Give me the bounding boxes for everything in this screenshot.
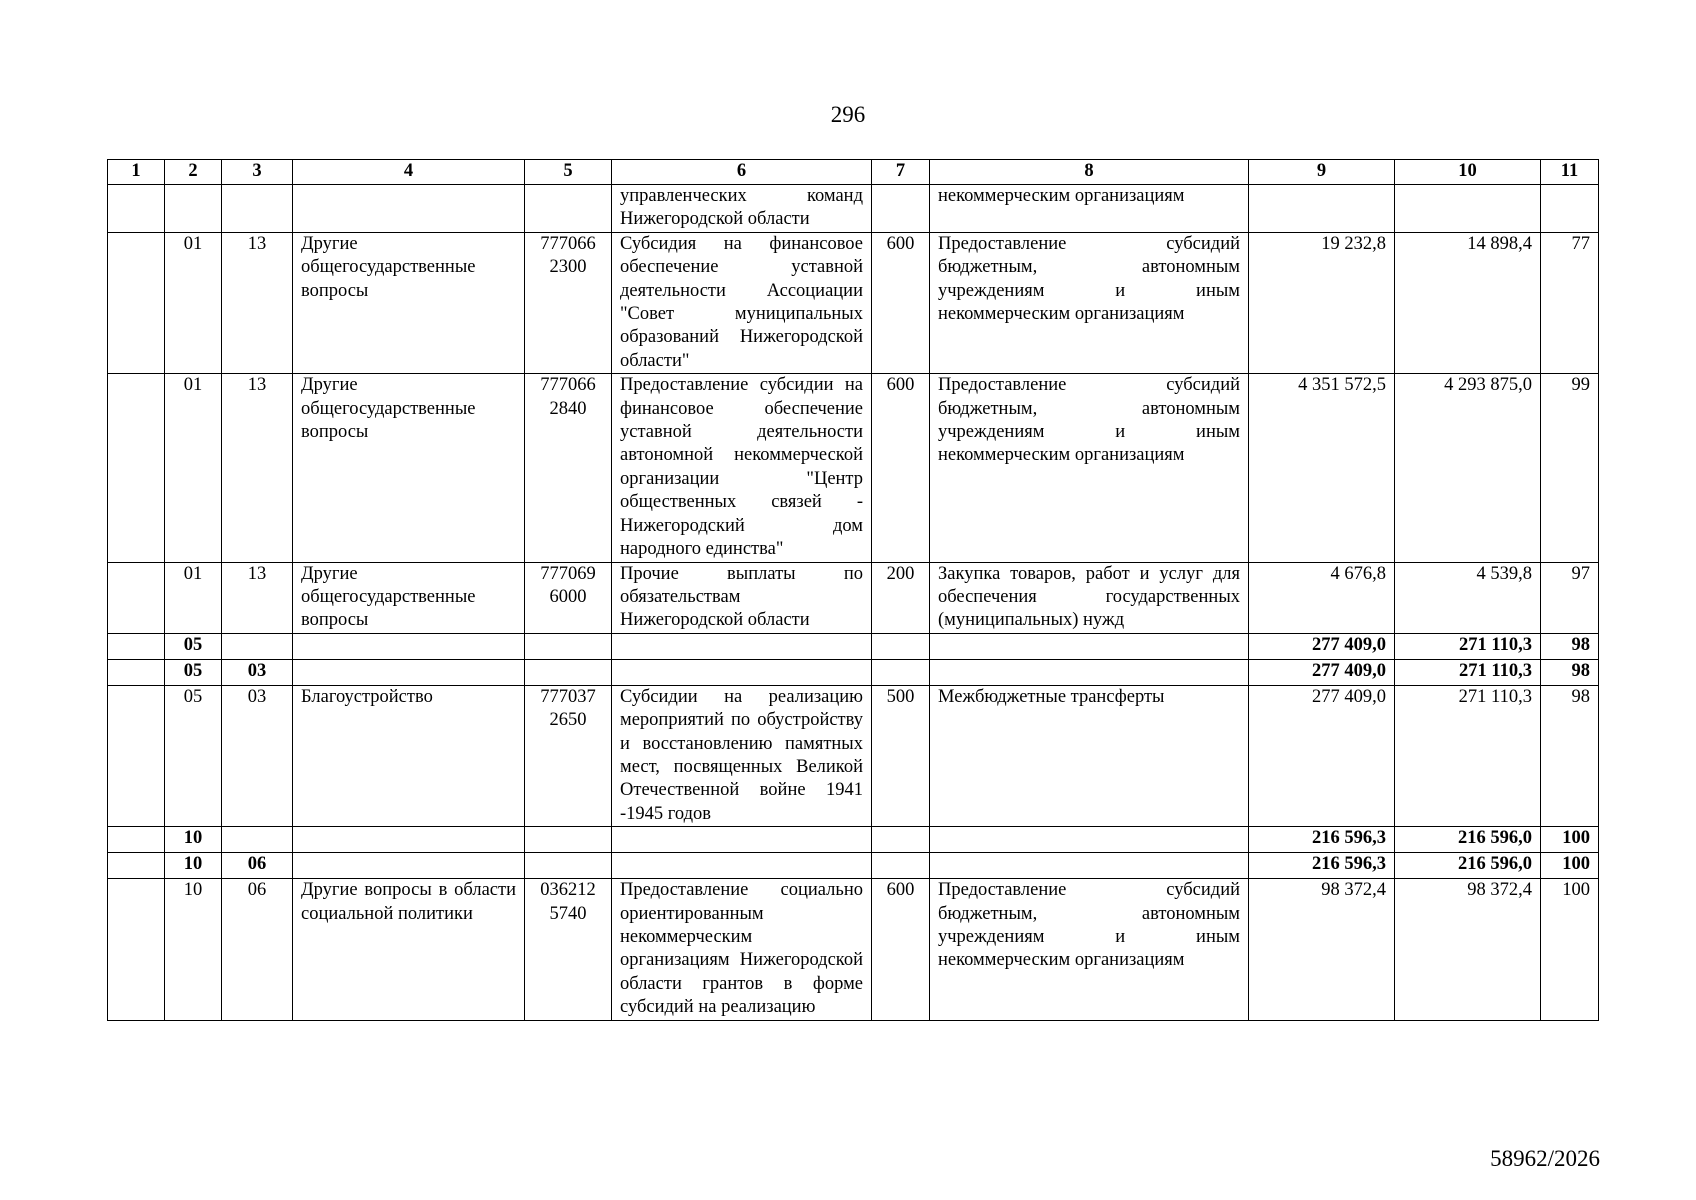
section-name: Другие общегосударственные вопросы xyxy=(293,374,525,562)
subsection-code: 03 xyxy=(222,659,293,685)
expense-type-code xyxy=(872,853,930,879)
section-code: 05 xyxy=(165,685,222,826)
expense-description xyxy=(612,827,872,853)
target-article-code xyxy=(525,185,612,233)
subtotal-row xyxy=(108,633,1599,659)
expense-description xyxy=(612,633,872,659)
expense-description xyxy=(612,659,872,685)
table-row xyxy=(108,879,1599,1020)
actual-amount: 14 898,4 xyxy=(1395,232,1541,373)
subsection-code xyxy=(222,827,293,853)
section-name: Другие общегосударственные вопросы xyxy=(293,232,525,373)
expense-description: Субсидия на финансовое обеспечение уставной деятельности Ассоциации "Совет муниципальных образований Нижегородской области" xyxy=(612,232,872,373)
col1-cell xyxy=(108,633,165,659)
section-code: 01 xyxy=(165,562,222,633)
expense-description: управленческих команд Нижегородской области xyxy=(612,185,872,233)
col1-cell xyxy=(108,374,165,562)
subsection-code: 06 xyxy=(222,879,293,1020)
col1-cell xyxy=(108,659,165,685)
col1-cell xyxy=(108,827,165,853)
subsection-code: 06 xyxy=(222,853,293,879)
expense-type-code: 600 xyxy=(872,374,930,562)
col1-cell xyxy=(108,853,165,879)
column-header-4: 4 xyxy=(293,160,525,185)
target-article-code: 777066 2840 xyxy=(525,374,612,562)
actual-amount: 4 293 875,0 xyxy=(1395,374,1541,562)
target-article-code: 777066 2300 xyxy=(525,232,612,373)
percent-executed: 98 xyxy=(1541,659,1599,685)
col1-cell xyxy=(108,562,165,633)
page-number: 296 xyxy=(830,102,866,127)
percent-executed: 97 xyxy=(1541,562,1599,633)
actual-amount: 216 596,0 xyxy=(1395,853,1541,879)
target-article-code: 036212 5740 xyxy=(525,879,612,1020)
expense-description xyxy=(612,853,872,879)
subtotal-row xyxy=(108,659,1599,685)
expense-type-name: Межбюджетные трансферты xyxy=(930,685,1249,826)
table-row xyxy=(108,185,1599,233)
actual-amount: 271 110,3 xyxy=(1395,633,1541,659)
section-name: Другие общегосударственные вопросы xyxy=(293,562,525,633)
section-code xyxy=(165,185,222,233)
subsection-code: 13 xyxy=(222,374,293,562)
percent-executed: 100 xyxy=(1541,827,1599,853)
section-code: 01 xyxy=(165,232,222,373)
column-header-10: 10 xyxy=(1395,160,1541,185)
col1-cell xyxy=(108,685,165,826)
section-name xyxy=(293,659,525,685)
plan-amount: 277 409,0 xyxy=(1249,633,1395,659)
section-code: 05 xyxy=(165,659,222,685)
section-name xyxy=(293,633,525,659)
expense-type-name xyxy=(930,659,1249,685)
expense-description: Предоставление субсидии на финансовое обеспечение уставной деятельности автономной некоммерческой организации "Центр общественных связей - Нижегородский дом народного единства" xyxy=(612,374,872,562)
percent-executed: 98 xyxy=(1541,685,1599,826)
column-header-5: 5 xyxy=(525,160,612,185)
subsection-code: 03 xyxy=(222,685,293,826)
col1-cell xyxy=(108,879,165,1020)
percent-executed: 100 xyxy=(1541,879,1599,1020)
target-article-code xyxy=(525,659,612,685)
section-code: 10 xyxy=(165,879,222,1020)
target-article-code xyxy=(525,827,612,853)
subsection-code: 13 xyxy=(222,562,293,633)
target-article-code xyxy=(525,633,612,659)
section-name: Благоустройство xyxy=(293,685,525,826)
column-header-3: 3 xyxy=(222,160,293,185)
expense-type-name: Предоставление субсидий бюджетным, автономным учреждениям и иным некоммерческим организациям xyxy=(930,374,1249,562)
expense-type-name xyxy=(930,853,1249,879)
column-header-2: 2 xyxy=(165,160,222,185)
col1-cell xyxy=(108,185,165,233)
subsection-code xyxy=(222,185,293,233)
plan-amount: 98 372,4 xyxy=(1249,879,1395,1020)
document-number: 58962/2026 xyxy=(1490,1146,1600,1171)
plan-amount: 216 596,3 xyxy=(1249,827,1395,853)
section-code: 10 xyxy=(165,827,222,853)
section-name xyxy=(293,827,525,853)
actual-amount: 271 110,3 xyxy=(1395,685,1541,826)
plan-amount: 277 409,0 xyxy=(1249,659,1395,685)
column-header-row xyxy=(108,160,1599,185)
table-row xyxy=(108,232,1599,373)
plan-amount: 277 409,0 xyxy=(1249,685,1395,826)
subtotal-row xyxy=(108,853,1599,879)
percent-executed: 98 xyxy=(1541,633,1599,659)
expense-type-code xyxy=(872,827,930,853)
subsection-code: 13 xyxy=(222,232,293,373)
plan-amount: 19 232,8 xyxy=(1249,232,1395,373)
target-article-code: 777069 6000 xyxy=(525,562,612,633)
expense-type-name xyxy=(930,827,1249,853)
plan-amount: 4 676,8 xyxy=(1249,562,1395,633)
section-name: Другие вопросы в области социальной политики xyxy=(293,879,525,1020)
expense-description: Прочие выплаты по обязательствам Нижегородской области xyxy=(612,562,872,633)
expense-type-name: некоммерческим организациям xyxy=(930,185,1249,233)
expense-type-code xyxy=(872,185,930,233)
expense-type-code xyxy=(872,633,930,659)
section-code: 10 xyxy=(165,853,222,879)
actual-amount: 216 596,0 xyxy=(1395,827,1541,853)
expense-type-code: 600 xyxy=(872,879,930,1020)
percent-executed xyxy=(1541,185,1599,233)
percent-executed: 99 xyxy=(1541,374,1599,562)
column-header-8: 8 xyxy=(930,160,1249,185)
expense-description: Субсидии на реализацию мероприятий по обустройству и восстановлению памятных мест, посвященных Великой Отечественной войне 1941 -1945 годов xyxy=(612,685,872,826)
subtotal-row xyxy=(108,827,1599,853)
table-row xyxy=(108,562,1599,633)
budget-table xyxy=(107,159,1599,1021)
actual-amount xyxy=(1395,185,1541,233)
column-header-11: 11 xyxy=(1541,160,1599,185)
percent-executed: 77 xyxy=(1541,232,1599,373)
expense-type-name: Закупка товаров, работ и услуг для обеспечения государственных (муниципальных) нужд xyxy=(930,562,1249,633)
actual-amount: 98 372,4 xyxy=(1395,879,1541,1020)
expense-type-name: Предоставление субсидий бюджетным, автономным учреждениям и иным некоммерческим организациям xyxy=(930,879,1249,1020)
plan-amount: 216 596,3 xyxy=(1249,853,1395,879)
actual-amount: 271 110,3 xyxy=(1395,659,1541,685)
column-header-7: 7 xyxy=(872,160,930,185)
plan-amount: 4 351 572,5 xyxy=(1249,374,1395,562)
section-name xyxy=(293,185,525,233)
plan-amount xyxy=(1249,185,1395,233)
table-row xyxy=(108,685,1599,826)
table-row xyxy=(108,374,1599,562)
target-article-code: 777037 2650 xyxy=(525,685,612,826)
expense-type-name: Предоставление субсидий бюджетным, автономным учреждениям и иным некоммерческим организациям xyxy=(930,232,1249,373)
column-header-9: 9 xyxy=(1249,160,1395,185)
expense-description: Предоставление социально ориентированным некоммерческим организациям Нижегородской области грантов в форме субсидий на реализацию xyxy=(612,879,872,1020)
col1-cell xyxy=(108,232,165,373)
actual-amount: 4 539,8 xyxy=(1395,562,1541,633)
expense-type-code xyxy=(872,659,930,685)
section-code: 05 xyxy=(165,633,222,659)
expense-type-code: 600 xyxy=(872,232,930,373)
section-name xyxy=(293,853,525,879)
expense-type-name xyxy=(930,633,1249,659)
column-header-1: 1 xyxy=(108,160,165,185)
subsection-code xyxy=(222,633,293,659)
target-article-code xyxy=(525,853,612,879)
column-header-6: 6 xyxy=(612,160,872,185)
percent-executed: 100 xyxy=(1541,853,1599,879)
expense-type-code: 500 xyxy=(872,685,930,826)
expense-type-code: 200 xyxy=(872,562,930,633)
section-code: 01 xyxy=(165,374,222,562)
